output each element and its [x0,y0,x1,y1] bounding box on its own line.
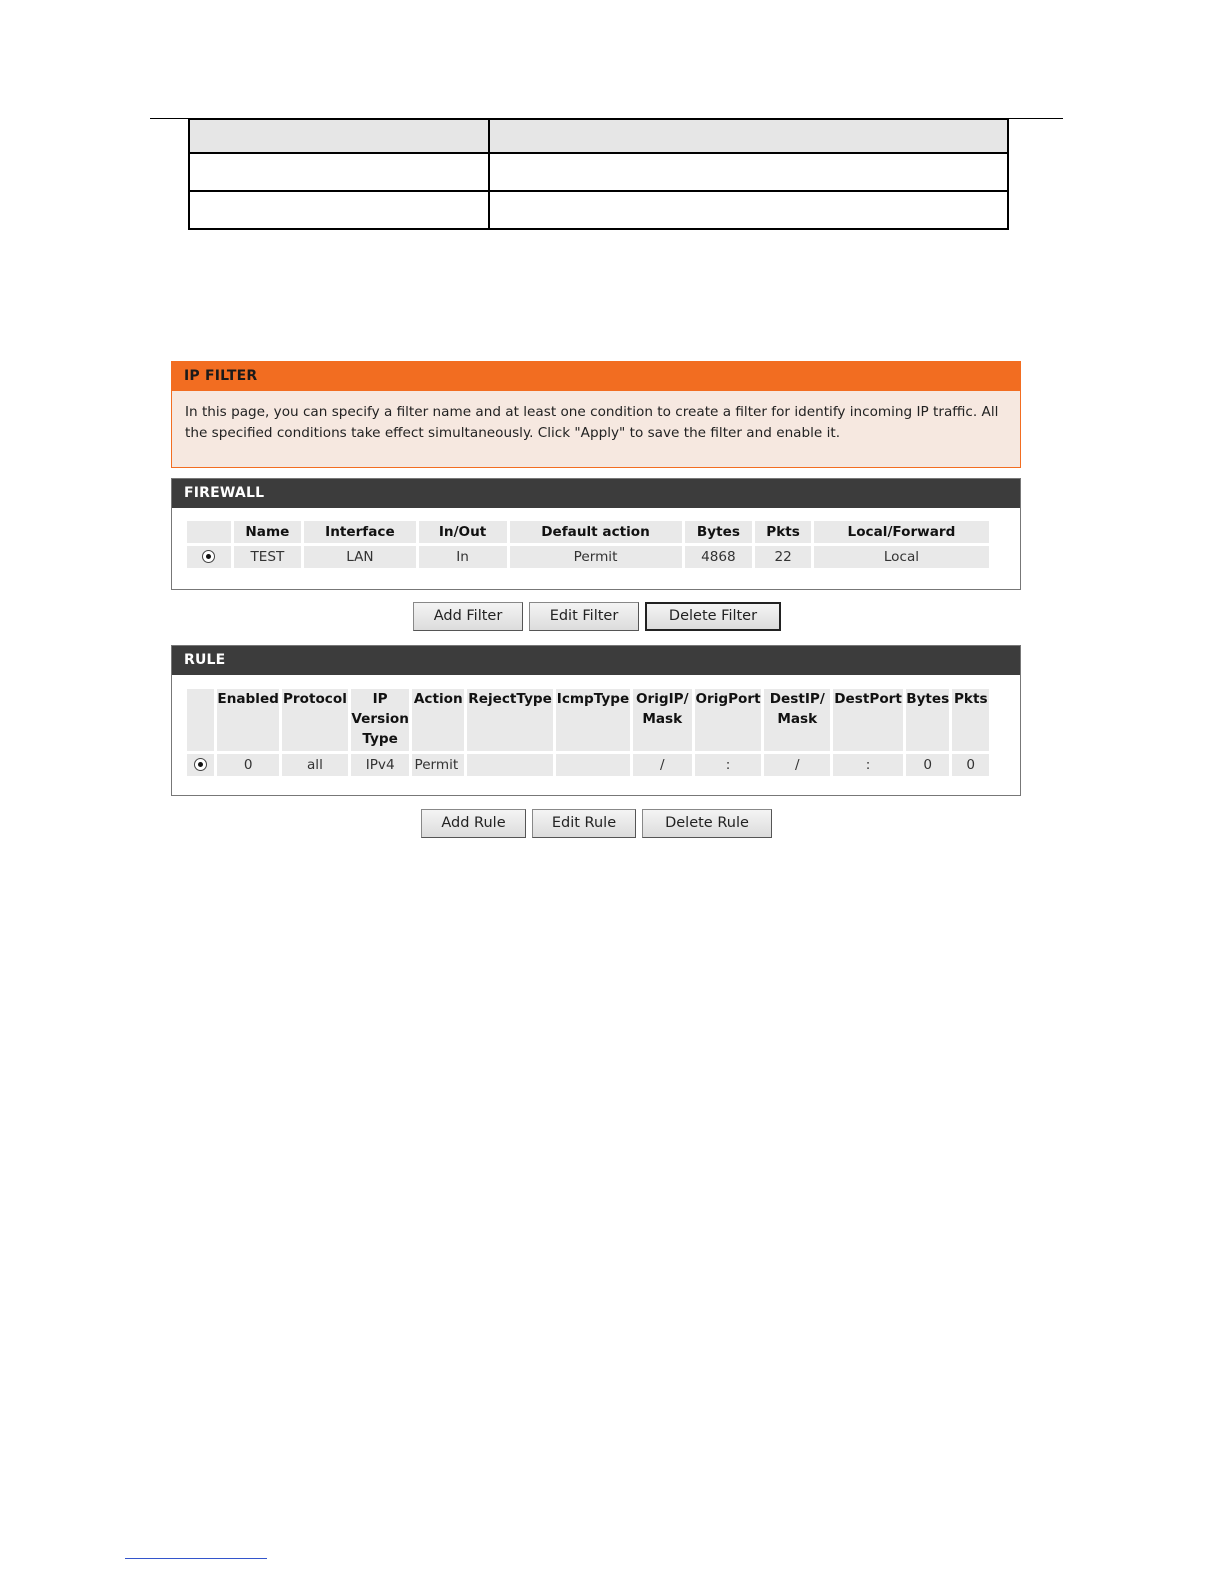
rule-col-enabled: Enabled [217,689,279,751]
add-rule-button[interactable]: Add Rule [421,809,526,838]
firewall-col-pkts: Pkts [755,521,811,543]
firewall-cell-name: TEST [234,546,302,568]
document-table-header-row [189,119,1008,153]
rule-col-protocol: Protocol [282,689,348,751]
firewall-select-cell [187,546,231,568]
table-row [187,754,989,776]
rule-col-pkts: Pkts [952,689,989,751]
rule-cell-pkts: 0 [952,754,989,776]
rule-cell-reject-type [467,754,553,776]
firewall-title: FIREWALL [172,479,1020,508]
firewall-header-row [187,521,989,543]
edit-filter-button[interactable]: Edit Filter [529,602,639,631]
document-table-cell [489,119,1008,153]
rule-cell-dest-port: : [833,754,903,776]
firewall-col-bytes: Bytes [685,521,753,543]
footer-link-underline [125,1558,267,1559]
radio-selected-icon[interactable] [202,550,215,563]
rule-cell-protocol: all [282,754,348,776]
firewall-cell-default-action: Permit [510,546,682,568]
table-row [187,546,989,568]
rule-col-icmp-type: IcmpType [556,689,630,751]
ip-filter-title: IP FILTER [172,362,1020,391]
rule-col-orig-port: OrigPort [695,689,762,751]
filter-button-row [413,602,781,631]
document-table-cell [489,191,1008,229]
rule-panel [171,645,1021,796]
rule-table [184,686,992,779]
firewall-col-interface: Interface [304,521,415,543]
rule-col-action: Action [412,689,464,751]
firewall-table [184,518,992,571]
rule-button-row [421,809,772,838]
rule-select-header [187,689,214,751]
rule-col-orig-ip-mask: OrigIP/ Mask [633,689,692,751]
rule-col-dest-port: DestPort [833,689,903,751]
delete-rule-button[interactable]: Delete Rule [642,809,772,838]
ip-filter-panel [171,361,1021,468]
document-table-cell [189,191,489,229]
rule-col-reject-type: RejectType [467,689,553,751]
firewall-col-in-out: In/Out [419,521,507,543]
document-table [188,118,1009,230]
add-filter-button[interactable]: Add Filter [413,602,523,631]
rule-cell-icmp-type [556,754,630,776]
firewall-col-name: Name [234,521,302,543]
firewall-col-local-forward: Local/Forward [814,521,989,543]
firewall-cell-pkts: 22 [755,546,811,568]
document-table-cell [189,119,489,153]
rule-cell-orig-port: : [695,754,762,776]
rule-col-bytes: Bytes [906,689,950,751]
firewall-cell-in-out: In [419,546,507,568]
edit-rule-button[interactable]: Edit Rule [532,809,636,838]
document-table-cell [189,153,489,191]
document-table-cell [489,153,1008,191]
rule-header-row [187,689,989,751]
rule-cell-dest-ip-mask: / [764,754,830,776]
rule-cell-orig-ip-mask: / [633,754,692,776]
firewall-cell-bytes: 4868 [685,546,753,568]
rule-cell-enabled: 0 [217,754,279,776]
rule-select-cell [187,754,214,776]
firewall-cell-interface: LAN [304,546,415,568]
rule-cell-bytes: 0 [906,754,950,776]
rule-col-dest-ip-mask: DestIP/ Mask [764,689,830,751]
rule-cell-action: Permit [412,754,464,776]
document-table-row [189,191,1008,229]
firewall-panel [171,478,1021,590]
rule-col-ip-version-type: IP Version Type [351,689,410,751]
document-table-row [189,153,1008,191]
firewall-select-header [187,521,231,543]
ip-filter-description: In this page, you can specify a filter name and at least one condition to create a filter for identify incoming IP traffic. All the specified conditions take effect simultaneously. Click "Apply" to save the filter and enable it. [185,404,999,441]
firewall-col-default-action: Default action [510,521,682,543]
rule-title: RULE [172,646,1020,675]
delete-filter-button[interactable]: Delete Filter [645,602,781,631]
radio-selected-icon[interactable] [194,758,207,771]
rule-cell-ip-version-type: IPv4 [351,754,410,776]
firewall-cell-local-forward: Local [814,546,989,568]
